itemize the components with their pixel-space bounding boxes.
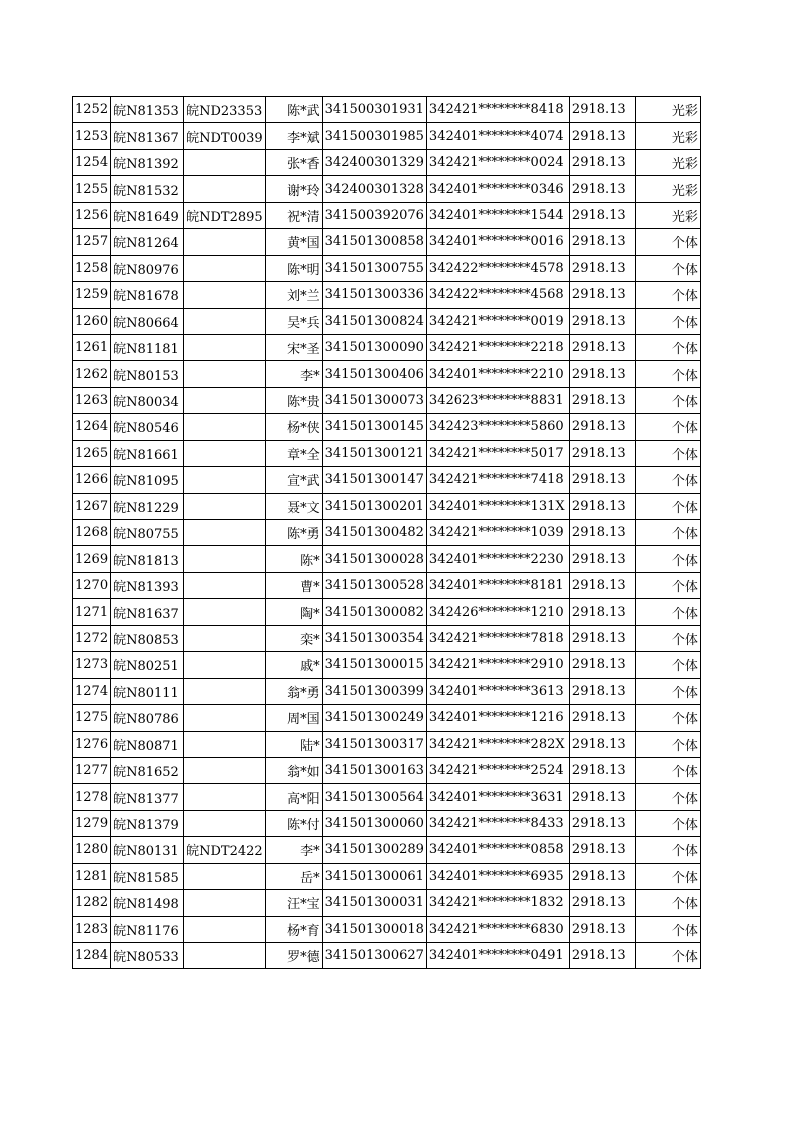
secondary-plate-cell bbox=[184, 493, 266, 519]
id-number-cell: 342421********7818 bbox=[426, 625, 569, 651]
plate-number-cell: 皖N81176 bbox=[111, 916, 184, 942]
data-table bbox=[72, 96, 701, 969]
row-number-cell: 1274 bbox=[73, 678, 111, 704]
table-row bbox=[73, 810, 701, 836]
row-number-cell: 1258 bbox=[73, 255, 111, 281]
category-cell: 个体 bbox=[635, 652, 700, 678]
license-number-cell: 341501300082 bbox=[322, 599, 426, 625]
plate-number-cell: 皖N80871 bbox=[111, 731, 184, 757]
license-number-cell: 341501300163 bbox=[322, 757, 426, 783]
license-number-cell: 341501300201 bbox=[322, 493, 426, 519]
owner-name-cell: 周*国 bbox=[265, 705, 322, 731]
table-row bbox=[73, 361, 701, 387]
amount-cell: 2918.13 bbox=[569, 546, 635, 572]
category-cell: 个体 bbox=[635, 282, 700, 308]
table-row bbox=[73, 176, 701, 202]
category-cell: 个体 bbox=[635, 467, 700, 493]
plate-number-cell: 皖N80976 bbox=[111, 255, 184, 281]
owner-name-cell: 栾* bbox=[265, 625, 322, 651]
secondary-plate-cell bbox=[184, 678, 266, 704]
owner-name-cell: 曹* bbox=[265, 572, 322, 598]
amount-cell: 2918.13 bbox=[569, 810, 635, 836]
category-cell: 个体 bbox=[635, 625, 700, 651]
category-cell: 光彩 bbox=[635, 97, 700, 123]
amount-cell: 2918.13 bbox=[569, 757, 635, 783]
id-number-cell: 342401********3613 bbox=[426, 678, 569, 704]
license-number-cell: 341501300824 bbox=[322, 308, 426, 334]
license-number-cell: 341501300482 bbox=[322, 520, 426, 546]
amount-cell: 2918.13 bbox=[569, 652, 635, 678]
row-number-cell: 1277 bbox=[73, 757, 111, 783]
table-row bbox=[73, 943, 701, 969]
category-cell: 个体 bbox=[635, 731, 700, 757]
secondary-plate-cell bbox=[184, 916, 266, 942]
category-cell: 个体 bbox=[635, 255, 700, 281]
id-number-cell: 342623********8831 bbox=[426, 387, 569, 413]
owner-name-cell: 李*斌 bbox=[265, 123, 322, 149]
row-number-cell: 1270 bbox=[73, 572, 111, 598]
license-number-cell: 341501300147 bbox=[322, 467, 426, 493]
license-number-cell: 341501300755 bbox=[322, 255, 426, 281]
category-cell: 光彩 bbox=[635, 202, 700, 228]
owner-name-cell: 杨*育 bbox=[265, 916, 322, 942]
secondary-plate-cell bbox=[184, 705, 266, 731]
id-number-cell: 342421********8418 bbox=[426, 97, 569, 123]
amount-cell: 2918.13 bbox=[569, 308, 635, 334]
amount-cell: 2918.13 bbox=[569, 916, 635, 942]
category-cell: 个体 bbox=[635, 308, 700, 334]
table-row bbox=[73, 202, 701, 228]
row-number-cell: 1281 bbox=[73, 863, 111, 889]
amount-cell: 2918.13 bbox=[569, 414, 635, 440]
category-cell: 个体 bbox=[635, 784, 700, 810]
amount-cell: 2918.13 bbox=[569, 678, 635, 704]
owner-name-cell: 罗*德 bbox=[265, 943, 322, 969]
owner-name-cell: 陈*贵 bbox=[265, 387, 322, 413]
table-row bbox=[73, 493, 701, 519]
table-row bbox=[73, 387, 701, 413]
table-row bbox=[73, 572, 701, 598]
table-row bbox=[73, 916, 701, 942]
owner-name-cell: 戚* bbox=[265, 652, 322, 678]
table-row bbox=[73, 255, 701, 281]
id-number-cell: 342401********3631 bbox=[426, 784, 569, 810]
row-number-cell: 1279 bbox=[73, 810, 111, 836]
license-number-cell: 341501300090 bbox=[322, 334, 426, 360]
table-row bbox=[73, 890, 701, 916]
plate-number-cell: 皖N80153 bbox=[111, 361, 184, 387]
category-cell: 光彩 bbox=[635, 123, 700, 149]
id-number-cell: 342421********2524 bbox=[426, 757, 569, 783]
owner-name-cell: 陆* bbox=[265, 731, 322, 757]
plate-number-cell: 皖N80034 bbox=[111, 387, 184, 413]
id-number-cell: 342421********8433 bbox=[426, 810, 569, 836]
row-number-cell: 1269 bbox=[73, 546, 111, 572]
owner-name-cell: 李* bbox=[265, 361, 322, 387]
secondary-plate-cell bbox=[184, 863, 266, 889]
table-row bbox=[73, 149, 701, 175]
plate-number-cell: 皖N81813 bbox=[111, 546, 184, 572]
owner-name-cell: 黄*国 bbox=[265, 229, 322, 255]
row-number-cell: 1283 bbox=[73, 916, 111, 942]
secondary-plate-cell bbox=[184, 414, 266, 440]
amount-cell: 2918.13 bbox=[569, 731, 635, 757]
amount-cell: 2918.13 bbox=[569, 97, 635, 123]
category-cell: 个体 bbox=[635, 810, 700, 836]
owner-name-cell: 聂*文 bbox=[265, 493, 322, 519]
table-row bbox=[73, 229, 701, 255]
license-number-cell: 341501300121 bbox=[322, 440, 426, 466]
license-number-cell: 341501300145 bbox=[322, 414, 426, 440]
license-number-cell: 341501300031 bbox=[322, 890, 426, 916]
secondary-plate-cell: 皖NDT2895 bbox=[184, 202, 266, 228]
amount-cell: 2918.13 bbox=[569, 890, 635, 916]
plate-number-cell: 皖N80755 bbox=[111, 520, 184, 546]
row-number-cell: 1257 bbox=[73, 229, 111, 255]
table-row bbox=[73, 599, 701, 625]
plate-number-cell: 皖N81498 bbox=[111, 890, 184, 916]
row-number-cell: 1261 bbox=[73, 334, 111, 360]
secondary-plate-cell bbox=[184, 546, 266, 572]
category-cell: 个体 bbox=[635, 334, 700, 360]
license-number-cell: 341501300289 bbox=[322, 837, 426, 863]
amount-cell: 2918.13 bbox=[569, 334, 635, 360]
id-number-cell: 342421********2910 bbox=[426, 652, 569, 678]
row-number-cell: 1259 bbox=[73, 282, 111, 308]
table-row bbox=[73, 334, 701, 360]
category-cell: 个体 bbox=[635, 757, 700, 783]
secondary-plate-cell bbox=[184, 467, 266, 493]
plate-number-cell: 皖N81229 bbox=[111, 493, 184, 519]
id-number-cell: 342401********131X bbox=[426, 493, 569, 519]
table-row bbox=[73, 282, 701, 308]
row-number-cell: 1276 bbox=[73, 731, 111, 757]
plate-number-cell: 皖N80131 bbox=[111, 837, 184, 863]
id-number-cell: 342421********5017 bbox=[426, 440, 569, 466]
plate-number-cell: 皖N81678 bbox=[111, 282, 184, 308]
row-number-cell: 1284 bbox=[73, 943, 111, 969]
secondary-plate-cell bbox=[184, 282, 266, 308]
id-number-cell: 342421********2218 bbox=[426, 334, 569, 360]
plate-number-cell: 皖N80546 bbox=[111, 414, 184, 440]
plate-number-cell: 皖N80664 bbox=[111, 308, 184, 334]
secondary-plate-cell: 皖NDT0039 bbox=[184, 123, 266, 149]
category-cell: 个体 bbox=[635, 229, 700, 255]
row-number-cell: 1252 bbox=[73, 97, 111, 123]
owner-name-cell: 陈* bbox=[265, 546, 322, 572]
secondary-plate-cell bbox=[184, 784, 266, 810]
amount-cell: 2918.13 bbox=[569, 705, 635, 731]
secondary-plate-cell bbox=[184, 625, 266, 651]
row-number-cell: 1267 bbox=[73, 493, 111, 519]
plate-number-cell: 皖N81264 bbox=[111, 229, 184, 255]
owner-name-cell: 祝*清 bbox=[265, 202, 322, 228]
amount-cell: 2918.13 bbox=[569, 520, 635, 546]
secondary-plate-cell bbox=[184, 149, 266, 175]
plate-number-cell: 皖N81377 bbox=[111, 784, 184, 810]
id-number-cell: 342421********6830 bbox=[426, 916, 569, 942]
secondary-plate-cell bbox=[184, 361, 266, 387]
license-number-cell: 341501300060 bbox=[322, 810, 426, 836]
license-number-cell: 342400301328 bbox=[322, 176, 426, 202]
table-row bbox=[73, 308, 701, 334]
category-cell: 个体 bbox=[635, 414, 700, 440]
plate-number-cell: 皖N81181 bbox=[111, 334, 184, 360]
secondary-plate-cell bbox=[184, 308, 266, 334]
table-row bbox=[73, 97, 701, 123]
license-number-cell: 341501300061 bbox=[322, 863, 426, 889]
plate-number-cell: 皖N81585 bbox=[111, 863, 184, 889]
amount-cell: 2918.13 bbox=[569, 467, 635, 493]
id-number-cell: 342421********7418 bbox=[426, 467, 569, 493]
plate-number-cell: 皖N81661 bbox=[111, 440, 184, 466]
license-number-cell: 341501300317 bbox=[322, 731, 426, 757]
category-cell: 个体 bbox=[635, 837, 700, 863]
owner-name-cell: 杨*侠 bbox=[265, 414, 322, 440]
secondary-plate-cell bbox=[184, 731, 266, 757]
amount-cell: 2918.13 bbox=[569, 123, 635, 149]
table-row bbox=[73, 625, 701, 651]
category-cell: 个体 bbox=[635, 520, 700, 546]
license-number-cell: 341501300406 bbox=[322, 361, 426, 387]
row-number-cell: 1265 bbox=[73, 440, 111, 466]
license-number-cell: 341501300336 bbox=[322, 282, 426, 308]
secondary-plate-cell bbox=[184, 176, 266, 202]
plate-number-cell: 皖N81392 bbox=[111, 149, 184, 175]
row-number-cell: 1264 bbox=[73, 414, 111, 440]
id-number-cell: 342421********0019 bbox=[426, 308, 569, 334]
id-number-cell: 342401********0346 bbox=[426, 176, 569, 202]
license-number-cell: 341501300249 bbox=[322, 705, 426, 731]
category-cell: 个体 bbox=[635, 678, 700, 704]
row-number-cell: 1271 bbox=[73, 599, 111, 625]
secondary-plate-cell bbox=[184, 572, 266, 598]
owner-name-cell: 刘*兰 bbox=[265, 282, 322, 308]
amount-cell: 2918.13 bbox=[569, 943, 635, 969]
table-row bbox=[73, 652, 701, 678]
plate-number-cell: 皖N81649 bbox=[111, 202, 184, 228]
id-number-cell: 342426********1210 bbox=[426, 599, 569, 625]
secondary-plate-cell bbox=[184, 652, 266, 678]
license-number-cell: 341500301985 bbox=[322, 123, 426, 149]
category-cell: 个体 bbox=[635, 863, 700, 889]
license-number-cell: 341501300627 bbox=[322, 943, 426, 969]
table-row bbox=[73, 678, 701, 704]
amount-cell: 2918.13 bbox=[569, 176, 635, 202]
license-number-cell: 341501300354 bbox=[322, 625, 426, 651]
secondary-plate-cell bbox=[184, 255, 266, 281]
owner-name-cell: 陶* bbox=[265, 599, 322, 625]
license-number-cell: 341500392076 bbox=[322, 202, 426, 228]
category-cell: 个体 bbox=[635, 493, 700, 519]
secondary-plate-cell bbox=[184, 440, 266, 466]
row-number-cell: 1255 bbox=[73, 176, 111, 202]
license-number-cell: 341501300015 bbox=[322, 652, 426, 678]
row-number-cell: 1282 bbox=[73, 890, 111, 916]
amount-cell: 2918.13 bbox=[569, 361, 635, 387]
category-cell: 个体 bbox=[635, 572, 700, 598]
amount-cell: 2918.13 bbox=[569, 837, 635, 863]
row-number-cell: 1280 bbox=[73, 837, 111, 863]
secondary-plate-cell bbox=[184, 810, 266, 836]
plate-number-cell: 皖N80111 bbox=[111, 678, 184, 704]
amount-cell: 2918.13 bbox=[569, 202, 635, 228]
owner-name-cell: 陈*付 bbox=[265, 810, 322, 836]
table-row bbox=[73, 784, 701, 810]
table-row bbox=[73, 705, 701, 731]
category-cell: 个体 bbox=[635, 890, 700, 916]
plate-number-cell: 皖N80853 bbox=[111, 625, 184, 651]
plate-number-cell: 皖N80533 bbox=[111, 943, 184, 969]
license-number-cell: 341501300028 bbox=[322, 546, 426, 572]
table-row bbox=[73, 546, 701, 572]
category-cell: 光彩 bbox=[635, 149, 700, 175]
owner-name-cell: 陈*勇 bbox=[265, 520, 322, 546]
plate-number-cell: 皖N81393 bbox=[111, 572, 184, 598]
amount-cell: 2918.13 bbox=[569, 493, 635, 519]
secondary-plate-cell: 皖NDT2422 bbox=[184, 837, 266, 863]
license-number-cell: 341501300399 bbox=[322, 678, 426, 704]
amount-cell: 2918.13 bbox=[569, 863, 635, 889]
license-number-cell: 341501300073 bbox=[322, 387, 426, 413]
table-row bbox=[73, 440, 701, 466]
secondary-plate-cell bbox=[184, 890, 266, 916]
id-number-cell: 342421********0024 bbox=[426, 149, 569, 175]
row-number-cell: 1266 bbox=[73, 467, 111, 493]
secondary-plate-cell bbox=[184, 387, 266, 413]
owner-name-cell: 吴*兵 bbox=[265, 308, 322, 334]
table-row bbox=[73, 520, 701, 546]
category-cell: 个体 bbox=[635, 705, 700, 731]
id-number-cell: 342421********1832 bbox=[426, 890, 569, 916]
license-number-cell: 341501300018 bbox=[322, 916, 426, 942]
row-number-cell: 1256 bbox=[73, 202, 111, 228]
id-number-cell: 342401********2230 bbox=[426, 546, 569, 572]
id-number-cell: 342401********0491 bbox=[426, 943, 569, 969]
owner-name-cell: 翁*如 bbox=[265, 757, 322, 783]
table-row bbox=[73, 123, 701, 149]
amount-cell: 2918.13 bbox=[569, 255, 635, 281]
plate-number-cell: 皖N80251 bbox=[111, 652, 184, 678]
plate-number-cell: 皖N81532 bbox=[111, 176, 184, 202]
id-number-cell: 342401********2210 bbox=[426, 361, 569, 387]
category-cell: 个体 bbox=[635, 943, 700, 969]
license-number-cell: 341501300564 bbox=[322, 784, 426, 810]
owner-name-cell: 陈*明 bbox=[265, 255, 322, 281]
table-row bbox=[73, 731, 701, 757]
owner-name-cell: 宣*武 bbox=[265, 467, 322, 493]
owner-name-cell: 李* bbox=[265, 837, 322, 863]
category-cell: 个体 bbox=[635, 916, 700, 942]
row-number-cell: 1253 bbox=[73, 123, 111, 149]
amount-cell: 2918.13 bbox=[569, 784, 635, 810]
category-cell: 个体 bbox=[635, 599, 700, 625]
table-row bbox=[73, 837, 701, 863]
owner-name-cell: 翁*勇 bbox=[265, 678, 322, 704]
plate-number-cell: 皖N81095 bbox=[111, 467, 184, 493]
secondary-plate-cell bbox=[184, 334, 266, 360]
table-row bbox=[73, 757, 701, 783]
owner-name-cell: 陈*武 bbox=[265, 97, 322, 123]
secondary-plate-cell bbox=[184, 229, 266, 255]
table-body bbox=[73, 97, 701, 969]
id-number-cell: 342421********1039 bbox=[426, 520, 569, 546]
plate-number-cell: 皖N81652 bbox=[111, 757, 184, 783]
id-number-cell: 342422********4568 bbox=[426, 282, 569, 308]
secondary-plate-cell bbox=[184, 943, 266, 969]
id-number-cell: 342401********0858 bbox=[426, 837, 569, 863]
amount-cell: 2918.13 bbox=[569, 282, 635, 308]
row-number-cell: 1260 bbox=[73, 308, 111, 334]
amount-cell: 2918.13 bbox=[569, 599, 635, 625]
license-number-cell: 341501300858 bbox=[322, 229, 426, 255]
row-number-cell: 1273 bbox=[73, 652, 111, 678]
id-number-cell: 342422********4578 bbox=[426, 255, 569, 281]
owner-name-cell: 张*香 bbox=[265, 149, 322, 175]
owner-name-cell: 谢*玲 bbox=[265, 176, 322, 202]
secondary-plate-cell bbox=[184, 757, 266, 783]
plate-number-cell: 皖N81637 bbox=[111, 599, 184, 625]
plate-number-cell: 皖N81367 bbox=[111, 123, 184, 149]
secondary-plate-cell: 皖ND23353 bbox=[184, 97, 266, 123]
id-number-cell: 342401********4074 bbox=[426, 123, 569, 149]
id-number-cell: 342421********282X bbox=[426, 731, 569, 757]
amount-cell: 2918.13 bbox=[569, 149, 635, 175]
license-number-cell: 342400301329 bbox=[322, 149, 426, 175]
category-cell: 个体 bbox=[635, 440, 700, 466]
amount-cell: 2918.13 bbox=[569, 387, 635, 413]
row-number-cell: 1278 bbox=[73, 784, 111, 810]
plate-number-cell: 皖N81379 bbox=[111, 810, 184, 836]
amount-cell: 2918.13 bbox=[569, 625, 635, 651]
plate-number-cell: 皖N81353 bbox=[111, 97, 184, 123]
category-cell: 个体 bbox=[635, 361, 700, 387]
id-number-cell: 342423********5860 bbox=[426, 414, 569, 440]
row-number-cell: 1262 bbox=[73, 361, 111, 387]
category-cell: 光彩 bbox=[635, 176, 700, 202]
secondary-plate-cell bbox=[184, 599, 266, 625]
id-number-cell: 342401********8181 bbox=[426, 572, 569, 598]
row-number-cell: 1272 bbox=[73, 625, 111, 651]
amount-cell: 2918.13 bbox=[569, 572, 635, 598]
license-number-cell: 341500301931 bbox=[322, 97, 426, 123]
id-number-cell: 342401********6935 bbox=[426, 863, 569, 889]
owner-name-cell: 章*全 bbox=[265, 440, 322, 466]
id-number-cell: 342401********1216 bbox=[426, 705, 569, 731]
owner-name-cell: 岳* bbox=[265, 863, 322, 889]
plate-number-cell: 皖N80786 bbox=[111, 705, 184, 731]
category-cell: 个体 bbox=[635, 546, 700, 572]
table-row bbox=[73, 414, 701, 440]
id-number-cell: 342401********0016 bbox=[426, 229, 569, 255]
owner-name-cell: 高*阳 bbox=[265, 784, 322, 810]
row-number-cell: 1254 bbox=[73, 149, 111, 175]
row-number-cell: 1263 bbox=[73, 387, 111, 413]
secondary-plate-cell bbox=[184, 520, 266, 546]
category-cell: 个体 bbox=[635, 387, 700, 413]
amount-cell: 2918.13 bbox=[569, 229, 635, 255]
row-number-cell: 1275 bbox=[73, 705, 111, 731]
id-number-cell: 342401********1544 bbox=[426, 202, 569, 228]
row-number-cell: 1268 bbox=[73, 520, 111, 546]
table-row bbox=[73, 863, 701, 889]
license-number-cell: 341501300528 bbox=[322, 572, 426, 598]
owner-name-cell: 汪*宝 bbox=[265, 890, 322, 916]
amount-cell: 2918.13 bbox=[569, 440, 635, 466]
table-row bbox=[73, 467, 701, 493]
owner-name-cell: 宋*圣 bbox=[265, 334, 322, 360]
